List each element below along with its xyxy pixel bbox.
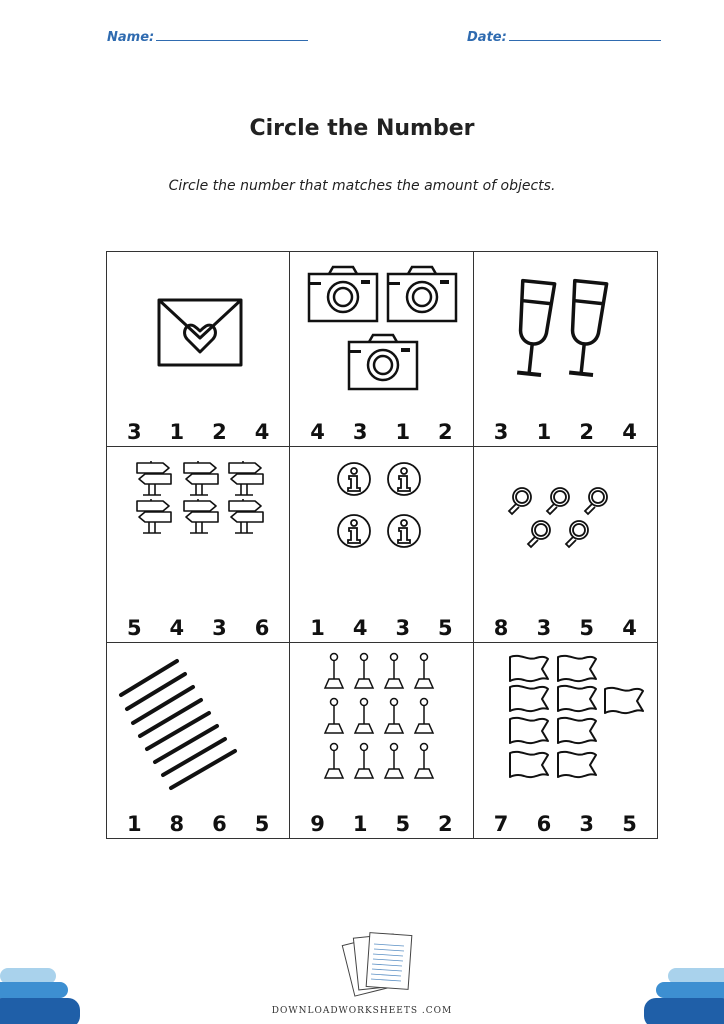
cell-magnifiers [474,447,657,642]
magnifier-icon [585,488,607,514]
cell-lines [107,643,290,838]
location-pin-icon [325,653,343,688]
info-circle-icon [338,463,370,495]
number-option[interactable]: 5 [438,615,453,640]
signpost-icon [137,499,171,533]
number-option[interactable]: 2 [212,420,227,445]
flag-icon [605,688,643,713]
info-circle-icon [388,515,420,547]
date-field[interactable] [467,30,661,45]
flag-icon [510,752,548,777]
location-pin-icon [415,698,433,733]
number-option[interactable]: 3 [536,615,552,640]
signpost-icon [137,461,171,495]
date-label: Date: [467,30,507,45]
line-stroke [133,687,193,723]
number-option[interactable]: 5 [579,615,595,640]
number-option[interactable]: 5 [126,615,142,640]
number-option[interactable]: 9 [310,811,325,836]
champagne-glass-icon [513,281,554,376]
number-option[interactable]: 8 [493,615,509,640]
number-option[interactable]: 1 [395,420,411,445]
camera-icon [349,335,417,389]
signpost-icon [184,499,218,533]
info-circle-icon [338,515,370,547]
location-pin-icon [385,653,403,688]
location-pin-icon [385,743,403,778]
location-pin-icon [415,653,433,688]
name-line[interactable] [156,30,308,41]
signpost-icon [229,461,263,495]
number-options [290,616,472,640]
number-options [107,812,289,836]
number-option[interactable]: 1 [536,420,552,445]
line-stroke [163,739,225,775]
number-option[interactable]: 4 [622,615,637,640]
line-stroke [155,726,217,762]
cell-pins [290,643,473,838]
flag-icon [558,752,596,777]
flag-icon [510,718,548,743]
number-option[interactable]: 5 [395,811,411,836]
number-option[interactable]: 2 [579,420,595,445]
number-option[interactable]: 4 [254,420,270,445]
line-stroke [127,674,185,709]
number-options [290,420,472,444]
number-option[interactable]: 1 [352,811,368,836]
number-options [107,616,289,640]
number-option[interactable]: 4 [622,420,637,445]
location-pin-icon [355,653,373,688]
line-stroke [147,713,209,749]
brand-text: DOWNLOADWORKSHEETS .COM [271,1006,453,1016]
number-option[interactable]: 3 [126,420,142,445]
number-option[interactable]: 3 [352,420,368,445]
location-pin-icon [325,743,343,778]
info-circle-icon [388,463,420,495]
number-option[interactable]: 3 [493,420,509,445]
magnifier-icon [509,488,531,514]
number-options [474,812,657,836]
line-stroke [140,700,201,736]
date-line[interactable] [509,30,661,41]
camera-icon [309,267,377,321]
number-option[interactable]: 2 [438,811,453,836]
magnifier-icon [547,488,569,514]
location-pin-icon [325,698,343,733]
number-options [107,420,289,444]
location-pin-icon [355,698,373,733]
number-option[interactable]: 5 [254,811,270,836]
number-options [474,616,657,640]
magnifier-icon [566,521,588,547]
flag-icon [510,686,548,711]
worksheet-stack-logo [340,928,420,1004]
number-option[interactable]: 2 [438,420,453,445]
cell-envelope [107,252,290,447]
signpost-icon [184,461,218,495]
number-option[interactable]: 5 [622,811,637,836]
number-option[interactable]: 1 [126,811,142,836]
number-option[interactable]: 6 [254,615,270,640]
signpost-icon [229,499,263,533]
camera-icon [388,267,456,321]
number-option[interactable]: 1 [169,420,185,445]
location-pin-icon [385,698,403,733]
line-stroke [171,751,235,788]
cell-cameras [290,252,473,447]
cell-glasses [474,252,657,447]
number-option[interactable]: 6 [536,811,552,836]
number-options [474,420,657,444]
number-option[interactable]: 3 [212,615,227,640]
number-option[interactable]: 4 [352,615,368,640]
number-option[interactable]: 8 [169,811,185,836]
left-wave-decoration [0,968,90,1024]
cell-info [290,447,473,642]
flag-icon [510,656,548,681]
number-option[interactable]: 4 [310,420,325,445]
flag-icon [558,656,596,681]
number-option[interactable]: 4 [169,615,185,640]
number-options [290,812,472,836]
right-wave-decoration [634,968,724,1024]
cell-flags [474,643,657,838]
worksheet-title: Circle the Number [249,116,475,141]
champagne-glass-icon [565,281,606,376]
number-option[interactable]: 1 [310,615,325,640]
flag-icon [558,718,596,743]
number-option[interactable]: 3 [395,615,411,640]
magnifier-icon [528,521,550,547]
cell-signposts [107,447,290,642]
location-pin-icon [415,743,433,778]
line-stroke [121,661,177,695]
envelope-heart-icon [107,252,290,412]
number-option[interactable]: 3 [579,811,595,836]
instructions: Circle the number that matches the amount of objects. [168,178,556,194]
location-pin-icon [355,743,373,778]
flag-icon [558,686,596,711]
name-label: Name: [107,30,155,45]
name-field[interactable] [107,30,308,45]
counting-grid [106,251,658,839]
number-option[interactable]: 7 [493,811,509,836]
number-option[interactable]: 6 [212,811,227,836]
